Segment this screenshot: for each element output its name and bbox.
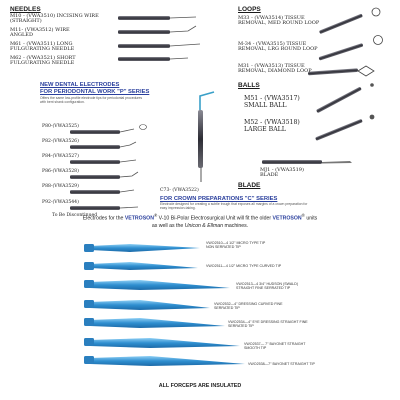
needle-m62-line1: M62 - (VWA3521) SHORT	[10, 55, 76, 61]
needle-m10-line2: (STRAIGHT)	[10, 18, 42, 25]
needle-m10-line1: M10 - (VWA3510) INCISING WIRE	[10, 13, 99, 19]
balls-heading: BALLS	[238, 82, 260, 89]
needle-m11-line1: M11- (VWA3512) WIRE	[10, 27, 70, 33]
loop-m31-line1: M31 - (VWA3513) TISSUE	[238, 63, 305, 69]
ball-m52-drawing	[315, 115, 374, 141]
loop-item-m31	[238, 64, 312, 75]
compat-prefix: Electrodes for the	[82, 215, 124, 222]
compat-suffix: units	[306, 215, 318, 222]
forceps-2537-line2: SMOOTH TIP	[244, 346, 267, 351]
loop-item-m33	[238, 16, 319, 27]
compat-reg-1: ®	[153, 213, 158, 218]
perio-item-p92: P92-(VWA3544)	[42, 200, 79, 205]
needle-item-m11	[10, 28, 70, 39]
blade-item-mj1	[260, 168, 304, 179]
forceps-2513-line1: VWO2513—4 3/4" HUDSON (SWALD)	[236, 282, 299, 286]
loop-m31-line2: REMOVAL, DIAMOND LOOP	[238, 68, 312, 75]
perio-item-p80: P80-(VWA3525)	[42, 124, 79, 129]
ball-m51-line1: M51 - (VWA3517)	[244, 95, 300, 102]
forceps-item-2534	[228, 320, 308, 328]
forceps-item-2513	[236, 282, 298, 290]
compat-line2a: as well as the	[151, 222, 184, 229]
forceps-item-2537	[244, 342, 305, 350]
compat-brand-1: VETROSON	[124, 215, 154, 222]
needle-item-m62	[10, 56, 76, 67]
needle-m61-drawing	[118, 44, 200, 48]
compatibility-note	[8, 212, 392, 230]
forceps-2510-line1: VWO2510—4 1/2" MICRO TYPE TIP	[206, 241, 266, 245]
compat-mid: V-10 Bi-Polar Electrosurgical Unit will fit the older	[158, 215, 272, 222]
perio-item-p84: P84-(VWA3527)	[42, 154, 79, 159]
needle-m10-drawing	[118, 16, 196, 20]
crown-c73-drawing	[198, 92, 214, 182]
perio-heading-line1: NEW DENTAL ELECTRODES	[40, 82, 120, 88]
ball-m51-line2: SMALL BALL	[244, 101, 287, 109]
forceps-2532-line1: VWO2532—4" DRESSING CURVED FINE	[214, 302, 283, 306]
needle-m61-line1: M61 - (VWA3511) LONG	[10, 41, 73, 47]
perio-drawings	[70, 125, 147, 211]
blade-mj1-line2: BLADE	[260, 172, 279, 179]
perio-heading-line2: FOR PERIODONTAL WORK "P" SERIES	[40, 88, 150, 95]
forceps-item-2538	[248, 362, 315, 366]
needle-m61-line2: FULGURATING NEEDLE	[10, 46, 75, 53]
perio-discontinued-note: To Be Discontinued	[52, 213, 98, 218]
compat-line2c: machines.	[224, 222, 249, 229]
forceps-2534-line2: SERRATED TIP	[228, 324, 254, 329]
compat-brand-2: VETROSON	[272, 215, 302, 222]
compat-reg-2: ®	[301, 213, 305, 218]
loop-item-m34	[238, 42, 318, 53]
ball-m52-line2: LARGE BALL	[244, 125, 286, 133]
crown-heading: FOR CROWN PREPARATIONS "C" SERIES	[160, 196, 278, 202]
needles-heading: NEEDLES	[10, 6, 41, 13]
needle-m11-drawing	[118, 26, 196, 34]
compatibility-line1	[8, 212, 392, 223]
forceps-2532-line2: SERRATED TIP	[214, 306, 240, 311]
loop-m34-line1: M-34 - (VWA3515) TISSUE	[238, 41, 307, 47]
forceps-2513-line2: STRAIGHT FINE SERRATED TIP	[236, 286, 291, 291]
loop-m33-line1: M33 - (VWA3514) TISSUE	[238, 15, 305, 21]
blade-mj1-line1: MJ1 - (VWA3519)	[260, 167, 304, 173]
needle-item-m61	[10, 42, 74, 53]
needle-m11-line2: ANGLED	[10, 32, 33, 39]
blade-mj1-drawing	[262, 160, 352, 164]
forceps-item-2511	[206, 264, 281, 268]
crown-description: Electrode designed for creating a subtle trough that exposes all margins of a crown preparation for easy impression-taking.	[160, 202, 308, 210]
blade-heading: BLADE	[238, 182, 261, 189]
ball-item-m52	[244, 120, 300, 134]
forceps-2537-line1: VWO2537— 7" BAYONET STRAIGHT	[244, 342, 306, 346]
loop-m33-drawing	[319, 8, 380, 34]
loop-m31-drawing	[308, 66, 374, 76]
ball-m51-drawing	[316, 83, 374, 113]
perio-description: Offers the same low-profile electrode tips for periodontal procedures with bent shank configuration.	[40, 96, 143, 104]
ball-item-m51	[244, 96, 300, 110]
forceps-2538-line1: VWO2538—7" BAYONET STRAIGHT TIP	[248, 362, 315, 366]
forceps-item-2532	[214, 302, 283, 310]
loop-m34-line2: REMOVAL, LRG ROUND LOOP	[238, 46, 318, 53]
forceps-2534-line1: VWO2534—4" EYE DRESSING STRAIGHT FINE	[228, 320, 308, 324]
needle-item-m10	[10, 14, 99, 25]
loop-m33-line2: REMOVAL, MED ROUND LOOP	[238, 20, 320, 27]
compatibility-line2	[8, 223, 392, 230]
forceps-2510-line2: NON SERRATED TIP	[206, 245, 241, 250]
forceps-insulated-footer: ALL FORCEPS ARE INSULATED	[158, 383, 242, 389]
needle-m62-line2: FULGURATING NEEDLE	[10, 60, 75, 67]
perio-item-p88: P88-(VWA3529)	[42, 184, 79, 189]
perio-item-p82: P82-(VWA3526)	[42, 139, 79, 144]
compat-line2b: Unicon & Ellman	[184, 222, 224, 229]
perio-item-p86: P86-(VWA3528)	[42, 169, 79, 174]
forceps-item-2510	[206, 241, 265, 249]
ball-m52-line1: M52 - (VWA3518)	[244, 119, 300, 126]
crown-item-c73: C73- (VWA3522)	[160, 188, 199, 193]
forceps-2511-line1: VWO2511—4 1/2" MICRO TYPE CURVED TIP	[206, 264, 282, 268]
loops-heading: LOOPS	[238, 6, 261, 13]
perio-heading	[40, 82, 149, 95]
needle-m62-drawing	[118, 57, 188, 61]
loop-m34-drawing	[319, 36, 383, 61]
